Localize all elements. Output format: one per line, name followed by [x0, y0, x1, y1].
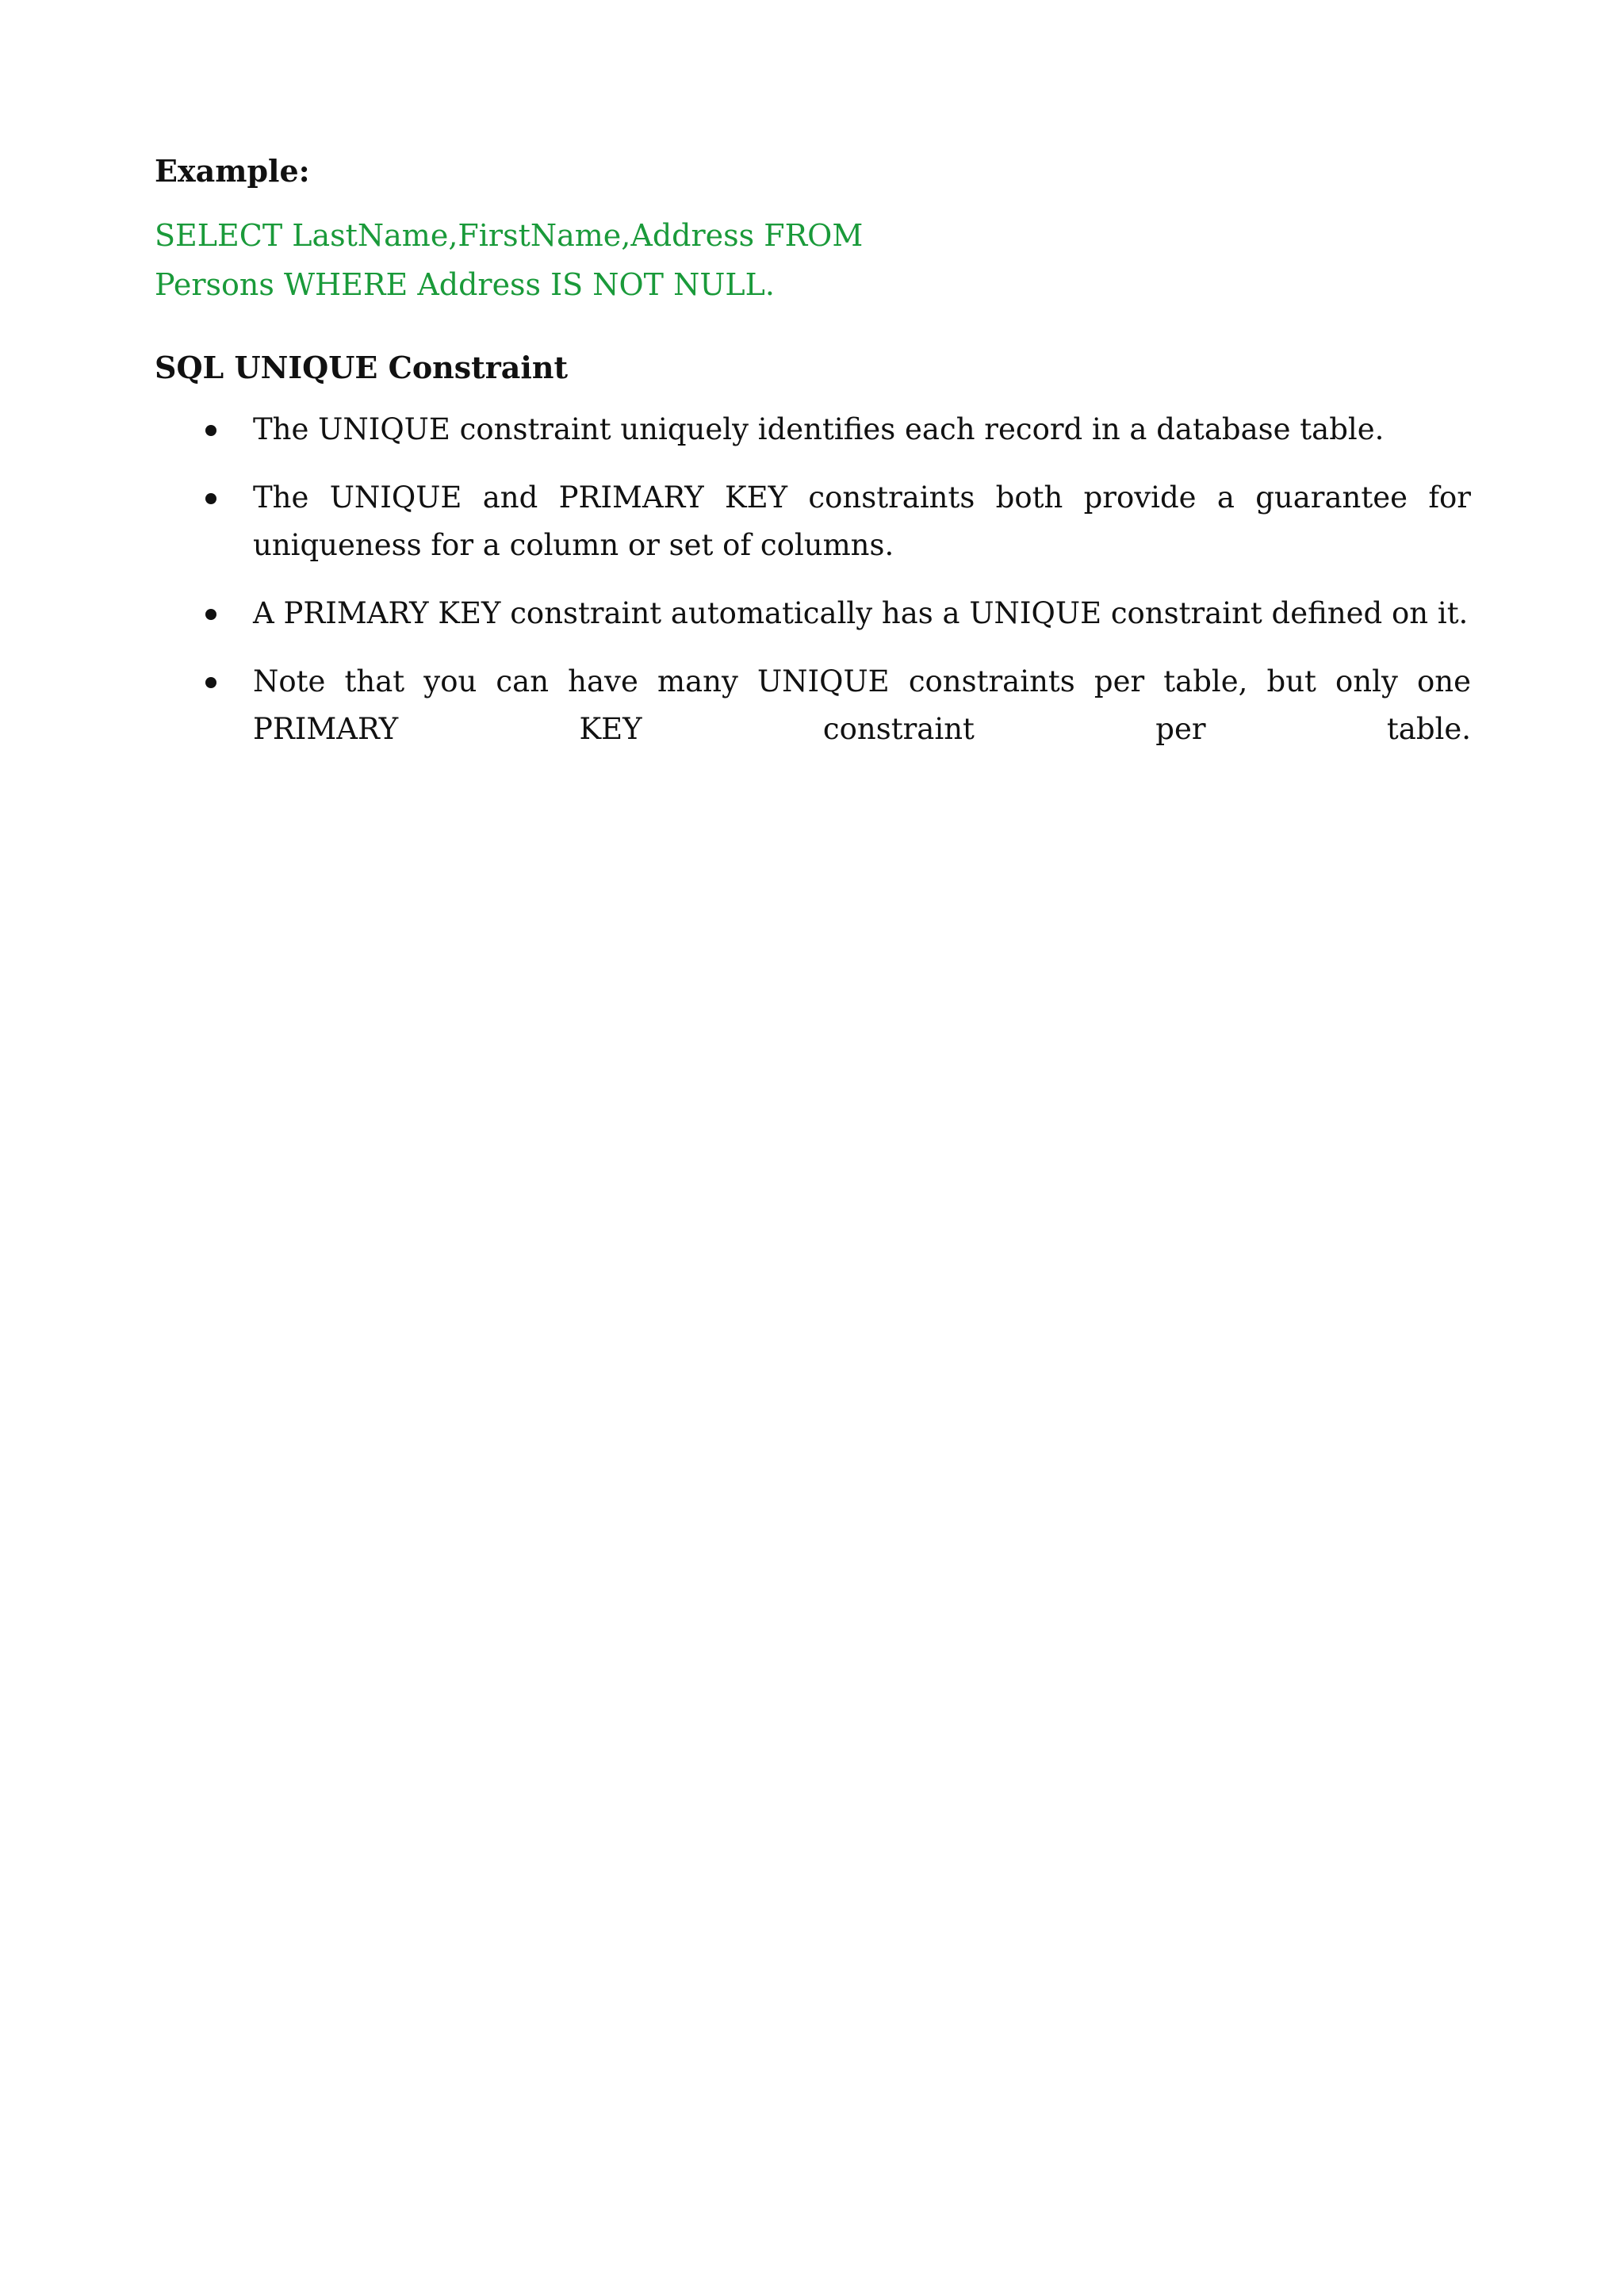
bullet-text: Note that you can have many UNIQUE constraints per table, but only one PRIMARY KEY constraint per table. — [253, 664, 1471, 746]
bullet-icon — [205, 609, 216, 620]
bullet-item-2 — [155, 474, 1471, 569]
bullet-text: The UNIQUE constraint uniquely identifies each record in a database table. — [253, 412, 1385, 446]
bullet-item-4 — [155, 658, 1471, 753]
bullet-list — [155, 406, 1471, 753]
code-line-1: SELECT LastName,FirstName,Address FROM — [155, 218, 864, 253]
document-page — [155, 151, 1471, 774]
bullet-item-1 — [155, 406, 1471, 453]
bullet-icon — [205, 677, 216, 688]
bullet-text: The UNIQUE and PRIMARY KEY constraints both provide a guarantee for uniqueness for a column or set of columns. — [253, 480, 1471, 562]
bullet-icon — [205, 425, 216, 436]
bullet-text: A PRIMARY KEY constraint automatically has a UNIQUE constraint defined on it. — [253, 596, 1469, 630]
code-line-2: Persons WHERE Address IS NOT NULL. — [155, 267, 775, 302]
sql-example-code — [155, 211, 864, 309]
example-label: Example: — [155, 153, 310, 189]
bullet-icon — [205, 493, 216, 504]
bullet-item-3 — [155, 590, 1471, 637]
section-heading: SQL UNIQUE Constraint — [155, 350, 568, 385]
